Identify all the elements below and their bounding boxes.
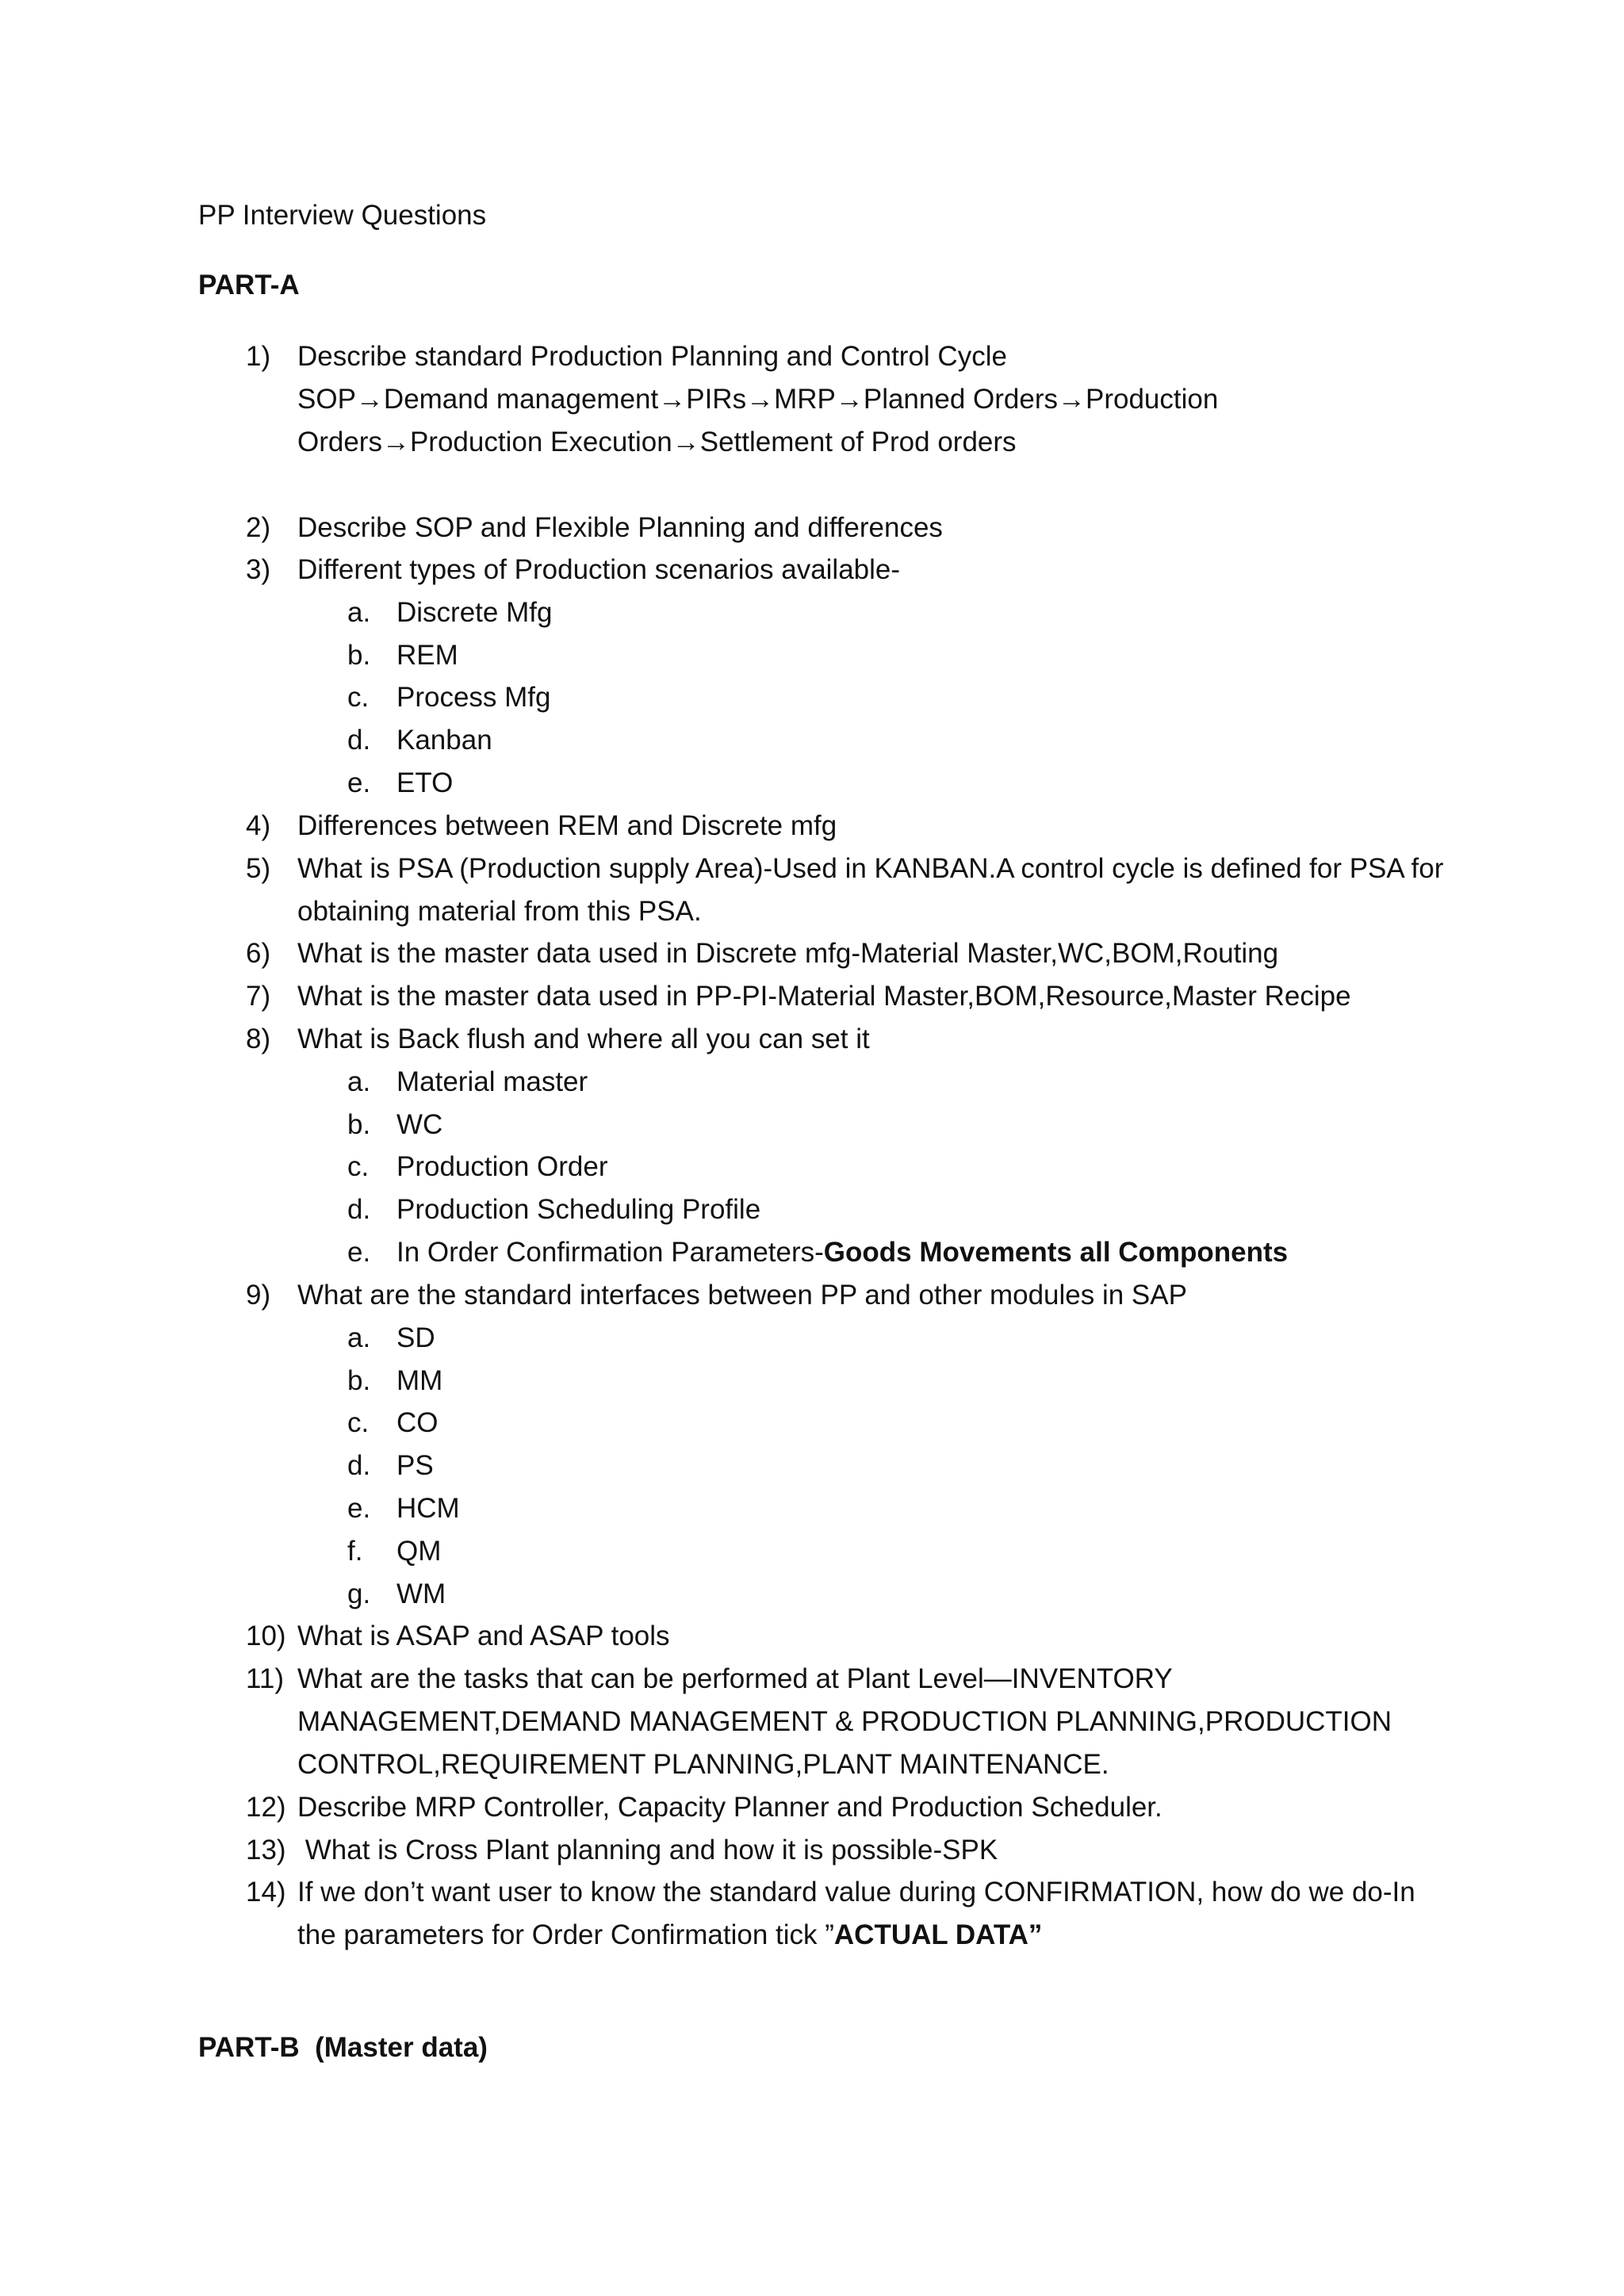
q8-sub-item: Production Scheduling Profile [396,1194,761,1225]
q5-text-cont: obtaining material from this PSA. [297,896,702,927]
q9-sub-letter: d. [347,1450,371,1481]
q11-number: 11) [246,1663,284,1694]
q14-text-cont [297,1921,1042,1949]
q8-sub-item: WC [396,1109,443,1140]
q9-sub-item: WM [396,1578,446,1609]
q3-sub-letter: d. [347,725,371,756]
q9-sub-item: CO [396,1407,439,1438]
q3-text: Different types of Production scenarios available- [297,554,901,585]
q9-sub-letter: a. [347,1322,371,1353]
q13-text: What is Cross Plant planning and how it is possible-SPK [297,1835,998,1866]
q9-sub-letter: c. [347,1407,370,1438]
q9-sub-item: SD [396,1322,435,1353]
q11-text: What are the tasks that can be performed at Plant Level—INVENTORY [297,1663,1173,1694]
q3-sub-letter: c. [347,682,370,713]
q2-number: 2) [246,512,271,543]
q9-sub-letter: e. [347,1493,371,1524]
q8-sub-item [396,1238,1288,1266]
q9-sub-letter: g. [347,1578,371,1609]
q11-text-cont: MANAGEMENT,DEMAND MANAGEMENT & PRODUCTION PLANNING,PRODUCTION [297,1706,1392,1737]
q14-line2-bold: ACTUAL DATA” [833,1919,1043,1950]
q9-sub-item: MM [396,1365,443,1396]
q9-sub-item: QM [396,1536,442,1567]
q3-number: 3) [246,554,271,585]
q3-sub-letter: e. [347,767,371,798]
q8-text: What is Back flush and where all you can set it [297,1024,870,1054]
part-a-heading: PART-A [198,270,300,300]
q14-text: If we don’t want user to know the standard value during CONFIRMATION, how do we do-In [297,1877,1415,1908]
q7-text: What is the master data used in PP-PI-Material Master,BOM,Resource,Master Recipe [297,981,1351,1012]
q8-number: 8) [246,1024,271,1054]
q8-sub-item: Production Order [396,1151,608,1182]
q1-flow-line: Orders→Production Execution→Settlement of Prod orders [297,427,1017,457]
q10-text: What is ASAP and ASAP tools [297,1621,670,1651]
q5-text: What is PSA (Production supply Area)-Used in KANBAN.A control cycle is defined for PSA for [297,853,1444,884]
q12-number: 12) [246,1792,286,1823]
q3-sub-item: Process Mfg [396,682,551,713]
q12-text: Describe MRP Controller, Capacity Planner and Production Scheduler. [297,1792,1162,1823]
q3-sub-item: REM [396,640,458,671]
q3-sub-item: Kanban [396,725,492,756]
q7-number: 7) [246,981,271,1012]
q4-number: 4) [246,810,271,841]
q8-sub-e-bold: Goods Movements all Components [823,1237,1289,1268]
q1-number: 1) [246,341,271,372]
q10-number: 10) [246,1621,286,1651]
q2-text: Describe SOP and Flexible Planning and differences [297,512,943,543]
q9-sub-letter: f. [347,1536,363,1567]
q1-flow-line: SOP→Demand management→PIRs→MRP→Planned Orders→Production [297,384,1219,415]
q9-sub-letter: b. [347,1365,371,1396]
q5-number: 5) [246,853,271,884]
q8-sub-letter: d. [347,1194,371,1225]
q14-number: 14) [246,1877,286,1908]
q14-line2-text: the parameters for Order Confirmation tick ” [297,1919,834,1950]
q13-number: 13) [246,1835,286,1866]
q4-text: Differences between REM and Discrete mfg [297,810,837,841]
q9-text: What are the standard interfaces between PP and other modules in SAP [297,1280,1187,1311]
q9-sub-item: HCM [396,1493,460,1524]
q8-sub-item: Material master [396,1066,588,1097]
q8-sub-letter: c. [347,1151,370,1182]
q8-sub-letter: e. [347,1237,371,1268]
q3-sub-letter: a. [347,597,371,628]
q3-sub-item: Discrete Mfg [396,597,553,628]
q9-number: 9) [246,1280,271,1311]
q8-sub-e-text: In Order Confirmation Parameters- [396,1237,824,1268]
q9-sub-item: PS [396,1450,434,1481]
q8-sub-letter: a. [347,1066,371,1097]
q3-sub-item: ETO [396,767,454,798]
part-b-heading: PART-B (Master data) [198,2032,488,2063]
q6-number: 6) [246,938,271,969]
q11-text-cont: CONTROL,REQUIREMENT PLANNING,PLANT MAINTENANCE. [297,1749,1109,1780]
q8-sub-letter: b. [347,1109,371,1140]
q3-sub-letter: b. [347,640,371,671]
q6-text: What is the master data used in Discrete mfg-Material Master,WC,BOM,Routing [297,938,1279,969]
q1-text: Describe standard Production Planning and Control Cycle [297,341,1007,372]
document-title: PP Interview Questions [198,200,487,231]
